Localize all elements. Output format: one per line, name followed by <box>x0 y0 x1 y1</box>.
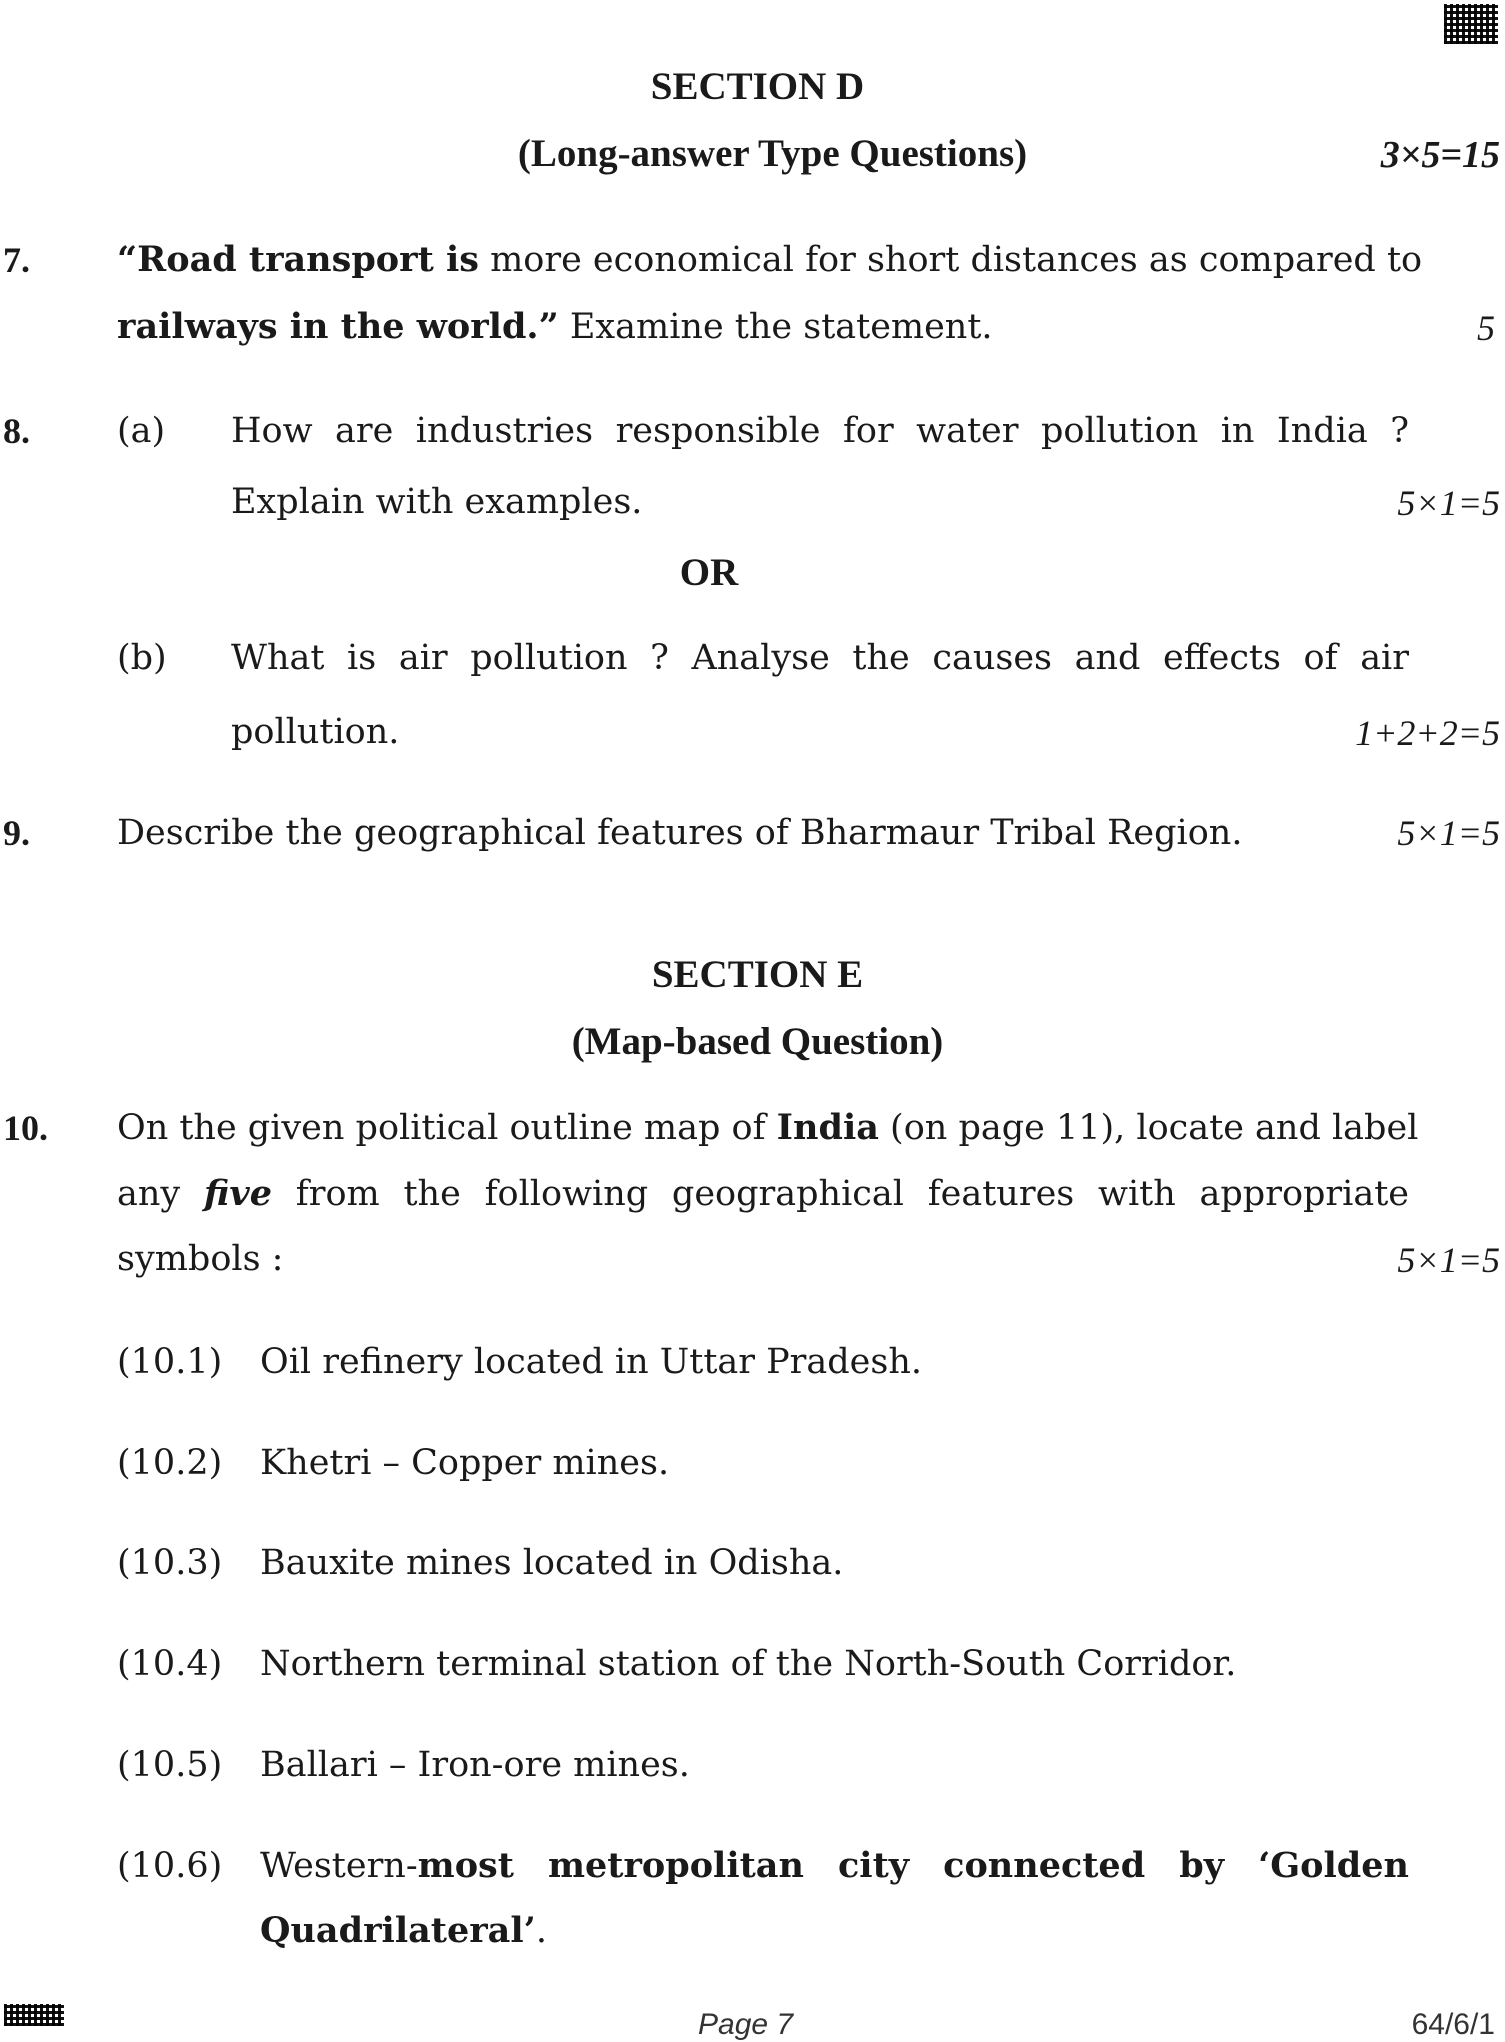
list-item: Oil refinery located in Uttar Pradesh. <box>260 1342 923 1382</box>
question-8b-line-1: What is air pollution ? Analyse the causes and effects of air <box>231 638 1409 678</box>
question-8a-label: (a) <box>117 411 166 451</box>
section-e-title: SECTION E <box>651 953 864 996</box>
question-number: 8. <box>3 411 30 451</box>
section-d-marks: 3×5=15 <box>1380 134 1500 176</box>
question-7-line-2 <box>117 305 993 349</box>
list-item-10-6-line-1 <box>260 1844 1409 1888</box>
question-7-marks: 5 <box>1477 308 1495 348</box>
list-item-label: (10.6) <box>117 1846 223 1886</box>
question-10-marks: 5×1=5 <box>1397 1240 1500 1280</box>
question-8b-marks: 1+2+2=5 <box>1355 713 1500 753</box>
question-10-text-d: from the following geographical features with appropriate <box>272 1174 1409 1214</box>
paper-code: 64/6/1 <box>1411 2008 1495 2041</box>
question-10-line-3: symbols : <box>117 1239 284 1279</box>
question-10-text: On the given political outline map of <box>117 1108 777 1148</box>
question-7-text: more economical for short distances as compared to <box>478 240 1423 280</box>
section-e-subtitle: (Map-based Question) <box>571 1020 944 1063</box>
question-7-line-1 <box>117 238 1423 282</box>
list-item: Northern terminal station of the North-South Corridor. <box>260 1644 1237 1684</box>
question-number: 9. <box>3 813 30 853</box>
question-8a-line-2: Explain with examples. <box>231 482 643 522</box>
section-d-title: SECTION D <box>650 65 865 108</box>
list-item-10-6-line-2 <box>260 1909 547 1953</box>
qr-code-icon <box>1444 4 1498 44</box>
list-item-label: (10.4) <box>117 1644 223 1684</box>
question-7-bold-phrase-2: railways in the world.” <box>117 306 559 347</box>
question-7-text-2: Examine the statement. <box>558 307 993 347</box>
qr-code-icon <box>4 2004 64 2026</box>
list-item-label: (10.3) <box>117 1543 223 1583</box>
list-item: Bauxite mines located in Odisha. <box>260 1543 844 1583</box>
question-10-text-b: (on page 11), locate and label <box>878 1108 1419 1148</box>
list-item-text: Western- <box>260 1846 418 1886</box>
question-9-marks: 5×1=5 <box>1397 813 1500 853</box>
question-9-text: Describe the geographical features of Bharmaur Tribal Region. <box>117 813 1243 853</box>
list-item-bold-text: most metropolitan city connected by ‘Golden <box>417 1845 1409 1886</box>
list-item-label: (10.1) <box>117 1342 223 1382</box>
question-10-bold-india: India <box>776 1107 879 1148</box>
list-item: Khetri – Copper mines. <box>260 1443 670 1483</box>
question-10-bold-five: five <box>203 1173 273 1214</box>
or-separator: OR <box>679 551 739 594</box>
question-8a-line-1: How are industries responsible for water pollution in India ? <box>231 411 1409 451</box>
section-d-subtitle: (Long-answer Type Questions) <box>517 132 1028 175</box>
list-item-text-end: . <box>535 1911 547 1951</box>
question-7-bold-phrase: “Road transport is <box>117 239 479 280</box>
list-item-label: (10.2) <box>117 1443 223 1483</box>
question-number: 7. <box>3 240 30 280</box>
question-10-line-1 <box>117 1106 1419 1150</box>
list-item-bold-text-2: Quadrilateral’ <box>260 1910 536 1951</box>
list-item: Ballari – Iron-ore mines. <box>260 1745 690 1785</box>
list-item-label: (10.5) <box>117 1745 223 1785</box>
question-8b-label: (b) <box>117 638 167 678</box>
question-10-text-c: any <box>117 1174 204 1214</box>
page-number: Page 7 <box>698 2008 794 2041</box>
question-10-line-2 <box>117 1172 1409 1216</box>
question-8b-line-2: pollution. <box>231 712 400 752</box>
question-number: 10. <box>3 1108 48 1148</box>
question-8a-marks: 5×1=5 <box>1397 483 1500 523</box>
